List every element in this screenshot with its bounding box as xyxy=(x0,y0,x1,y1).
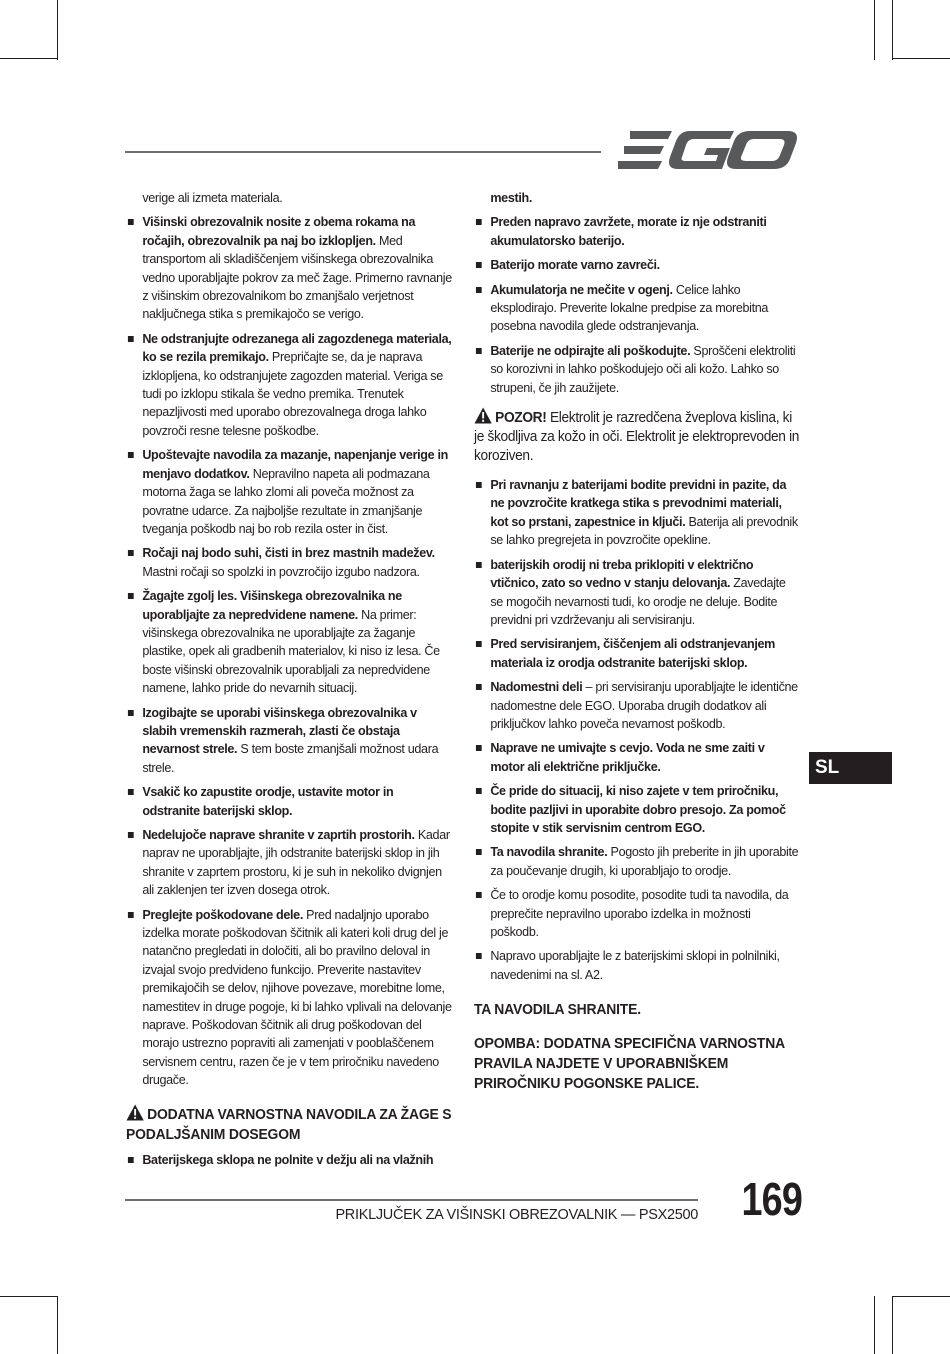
list-item xyxy=(474,678,800,733)
crop-mark xyxy=(893,1296,950,1297)
bullet-icon xyxy=(476,892,482,898)
item-text: Kadar naprav ne uporabljajte, jih odstranite baterijski sklop in jih shranite v zaprtem prostoru, ki je suh in nekoliko dvignjen ali zaklenjen ter izven dosega otrok. xyxy=(142,827,450,898)
crop-mark xyxy=(57,1296,58,1354)
item-bold: Ročaji naj bodo suhi, čisti in brez mastnih madežev. xyxy=(142,545,435,561)
item-bold: Višinski obrezovalnik nosite z obema rokama na ročajih, obrezovalnik pa naj bo izklopljen. xyxy=(142,214,416,248)
item-bold: Pred servisiranjem, čiščenjem ali odstranjevanjem materiala iz orodja odstranite baterijski sklop. xyxy=(490,636,776,670)
bullet-icon xyxy=(476,849,482,855)
bullet-icon xyxy=(476,641,482,647)
bullet-icon xyxy=(128,1157,134,1163)
item-bold: Ta navodila shranite. xyxy=(490,844,608,860)
bullet-icon xyxy=(476,745,482,751)
crop-mark xyxy=(892,0,893,60)
item-bold: baterijskih orodij ni treba priklopiti v električno vtičnico, zato so vedno v stanju delovanja. xyxy=(490,556,754,591)
list-item xyxy=(126,704,452,778)
bullet-icon xyxy=(128,593,134,599)
list-item xyxy=(474,782,800,837)
continuation-text: mestih. xyxy=(490,190,532,205)
right-column xyxy=(474,189,800,1094)
list-item xyxy=(474,739,800,776)
crop-mark xyxy=(874,0,875,60)
list-item xyxy=(126,446,452,538)
item-text: Prepričajte se, da je naprava izklopljena, ko odstranjujete zagozden material. Veriga se tudi po izklopu stikala še vedno premika. Trenutek nepazljivosti med uporabo obrezovalnega droga lahko povzroči resne telesne poškodbe. xyxy=(142,349,443,438)
item-text: Pogosto jih preberite in jih uporabite za poučevanje drugih, ki uporabljajo to orodje. xyxy=(490,844,799,878)
list-item xyxy=(474,213,800,250)
crop-mark xyxy=(892,1296,893,1354)
language-tab: SL xyxy=(809,752,892,784)
bullet-icon xyxy=(128,710,134,716)
bullet-icon xyxy=(476,562,482,568)
list-item xyxy=(474,947,800,984)
item-bold: Nedelujoče naprave shranite v zaprtih prostorih. xyxy=(142,827,415,842)
caution-note xyxy=(474,407,800,466)
crop-mark xyxy=(0,1296,57,1297)
heading-text: DODATNA VARNOSTNA NAVODILA ZA ŽAGE S PODALJŠANIM DOSEGOM xyxy=(126,1106,452,1143)
list-item xyxy=(126,826,452,900)
list-item xyxy=(126,783,452,820)
item-bold: Akumulatorja ne mečite v ogenj. xyxy=(490,281,673,297)
crop-mark xyxy=(57,0,58,60)
item-bold: Vsakič ko zapustite orodje, ustavite motor in odstranite baterijski sklop. xyxy=(142,784,394,818)
item-text: Mastni ročaji so spolzki in povzročijo izgubo nadzora. xyxy=(142,563,420,579)
bullet-icon xyxy=(476,287,482,293)
item-bold: Upoštevajte navodila za mazanje, napenjanje verige in menjavo dodatkov. xyxy=(142,447,448,481)
bullet-icon xyxy=(128,550,134,556)
caution-label: POZOR! xyxy=(495,410,547,427)
bullet-icon xyxy=(476,219,482,225)
bullet-icon xyxy=(128,912,134,918)
item-bold: Baterije ne odpirajte ali poškodujte. xyxy=(490,342,691,358)
list-item xyxy=(474,843,800,880)
item-bold: Preglejte poškodovane dele. xyxy=(142,906,303,922)
left-column xyxy=(126,189,452,1169)
item-bold: Izogibajte se uporabi višinskega obrezovalnika v slabih vremenskih razmerah, zlasti če obstaja nevarnost strele. xyxy=(142,704,417,757)
header-rule xyxy=(125,151,601,153)
bullet-icon xyxy=(128,452,134,458)
section-heading xyxy=(126,1104,452,1145)
item-text: Na primer: višinskega obrezovalnika ne uporabljajte za žaganje plastike, opek ali gradbenih materialov, ki niso iz lesa. Če boste višinski obrezovalnik uporabljali za nepredvidene namene, lahko pride do nevarnih situacij. xyxy=(142,606,440,696)
item-bold: Preden napravo zavržete, morate iz nje odstraniti akumulatorsko baterijo. xyxy=(490,214,767,248)
crop-mark xyxy=(893,58,950,59)
caution-text: Elektrolit je razredčena žveplova kislina, ki je škodljiva za kožo in oči. Elektrolit je elektroprevoden in koroziven. xyxy=(474,410,800,465)
bullet-icon xyxy=(476,348,482,354)
list-item xyxy=(474,886,800,941)
footer-rule xyxy=(125,1199,698,1201)
bullet-icon xyxy=(476,788,482,794)
bullet-icon xyxy=(128,219,134,225)
item-text: Baterija ali prevodnik se lahko pregrejeta in povzročite opekline. xyxy=(490,513,798,548)
footer-title: PRIKLJUČEK ZA VIŠINSKI OBREZOVALNIK — PSX2500 xyxy=(335,1207,698,1223)
bullet-icon xyxy=(128,336,134,342)
list-item xyxy=(126,330,452,440)
list-item xyxy=(474,281,800,336)
item-text: Celice lahko eksplodirajo. Preverite lokalne predpise za morebitna posebna navodila glede odstranjevanja. xyxy=(490,281,769,334)
save-heading: TA NAVODILA SHRANITE. xyxy=(474,1002,641,1019)
item-text: Napravo uporabljajte le z baterijskimi sklopi in polnilniki, navedenimi na sl. A2. xyxy=(490,948,780,982)
bullet-icon xyxy=(476,684,482,690)
list-item xyxy=(474,342,800,397)
note-heading: OPOMBA: DODATNA SPECIFIČNA VARNOSTNA PRAVILA NAJDETE V UPORABNIŠKEM PRIROČNIKU POGONSKE PALICE. xyxy=(474,1036,785,1093)
list-item xyxy=(126,544,452,581)
bullet-icon xyxy=(128,832,134,838)
item-text: Sproščeni elektroliti so korozivni in lahko poškodujejo oči ali kožo. Lahko so strupeni, če jih zaužijete. xyxy=(490,342,796,395)
item-text: Zavedajte se mogočih nevarnosti tudi, ko orodje ne deluje. Bodite previdni pri vzdrževanju ali servisiranju. xyxy=(490,575,786,627)
crop-mark xyxy=(0,58,57,59)
item-bold: Pri ravnanju z baterijami bodite previdni in pazite, da ne povzročite kratkega stika s prevodnimi materiali, kot so prstani, zapestnice in ključi. xyxy=(490,477,787,529)
list-item xyxy=(474,635,800,672)
item-bold: Če pride do situacij, ki niso zajete v tem priročniku, bodite pazljivi in uporabite dobro presojo. Za pomoč stopite v stik servisnim centrom EGO. xyxy=(490,783,786,835)
item-bold: Nadomestni deli xyxy=(490,679,583,695)
item-text: Med transportom ali skladiščenjem višinskega obrezovalnika vedno uporabljajte pokrov za meč žage. Primerno ravnanje z višinskim obrezovalnikom bo zmanjšalo verjetnost naključnega stika s premikajočo se verigo. xyxy=(142,232,452,322)
item-bold: Baterijskega sklopa ne polnite v dežju ali na vlažnih xyxy=(142,1151,434,1167)
page-number: 169 xyxy=(741,1173,802,1225)
warning-icon xyxy=(126,1104,144,1121)
list-item xyxy=(474,476,800,550)
item-bold: Baterijo morate varno zavreči. xyxy=(490,257,660,273)
list-item xyxy=(126,213,452,323)
bullet-icon xyxy=(128,789,134,795)
item-text: S tem boste zmanjšali možnost udara strele. xyxy=(142,741,439,775)
bullet-icon xyxy=(476,482,482,488)
continuation-text: verige ali izmeta materiala. xyxy=(142,190,283,205)
list-item xyxy=(474,556,800,630)
item-text: – pri servisiranju uporabljajte le identične nadomestne dele EGO. Uporaba drugih dodatkov ali priključkov lahko poveča nevarnost poškodb. xyxy=(490,679,798,731)
warning-icon xyxy=(474,407,492,424)
list-item xyxy=(126,1151,452,1169)
item-bold: Žagajte zgolj les. Višinskega obrezovalnika ne uporabljajte za nepredvidene namene. xyxy=(142,588,402,622)
item-text: Pred nadaljnjo uporabo izdelka morate poškodovan ščitnik ali kateri koli drug del je natančno pregledati in določiti, ali bo pravilno deloval in izvajal svojo predvideno funkcijo. Preverite nastavitev premikajočih se delov, njihove povezave, morebitne lome, namestitev in druge pogoje, ki bi lahko vplivali na delovanje naprave. Poškodovan ščitnik ali drug poškodovan del morajo ustrezno popraviti ali zamenjati v pooblaščenem servisnem centru, razen če je v tem priročniku navedeno drugače. xyxy=(142,906,452,1088)
bullet-icon xyxy=(476,262,482,268)
crop-mark xyxy=(874,1296,875,1354)
list-item xyxy=(126,587,452,697)
list-item xyxy=(474,256,800,274)
list-item xyxy=(126,906,452,1090)
item-bold: Ne odstranjujte odrezanega ali zagozdenega materiala, ko se rezila premikajo. xyxy=(142,330,452,365)
ego-logo xyxy=(616,127,800,173)
item-bold: Naprave ne umivajte s cevjo. Voda ne sme zaiti v motor ali električne priključke. xyxy=(490,740,765,774)
bullet-icon xyxy=(476,953,482,959)
item-text: Nepravilno napeta ali podmazana motorna žaga se lahko zlomi ali poveča možnost za povratne udarce. Za najboljše rezultate in zmanjšanje tveganja poškodb naj bo rob rezila oster in čist. xyxy=(142,465,430,536)
item-text: Če to orodje komu posodite, posodite tudi ta navodila, da preprečite nepravilno uporabo izdelka in možnosti poškodb. xyxy=(490,887,789,939)
